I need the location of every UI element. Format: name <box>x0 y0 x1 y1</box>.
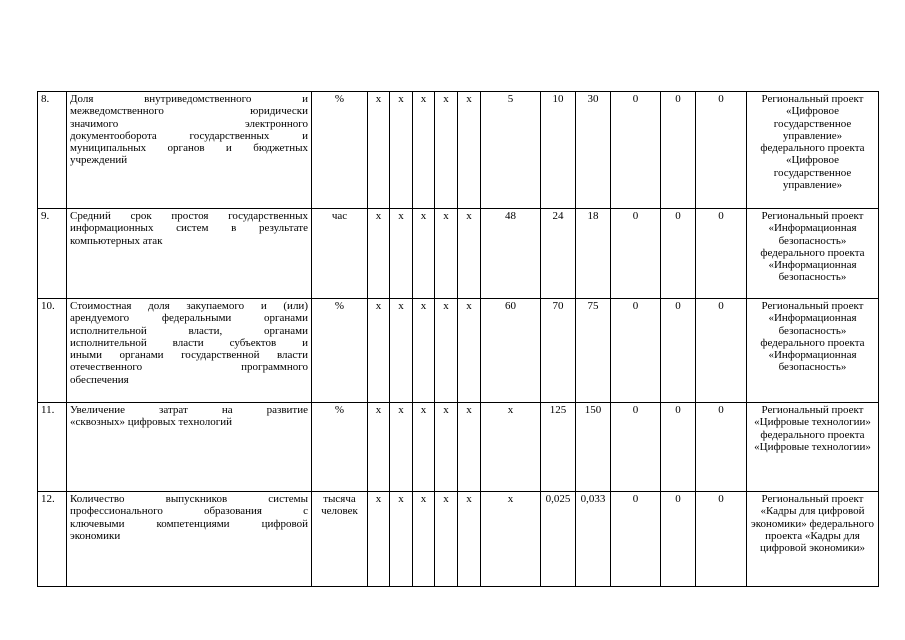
value-x-2: x <box>390 209 413 299</box>
value-1: 48 <box>481 209 541 299</box>
value-zero-2: 0 <box>661 299 696 403</box>
indicator-line: исполнительной власти субъектов и <box>70 336 308 349</box>
value-zero-1: 0 <box>611 299 661 403</box>
value-x-3: x <box>413 92 435 209</box>
indicator-line: Доля внутриведомственного и <box>70 93 308 105</box>
indicator-line: документооборота государственных и <box>70 129 308 142</box>
indicator-line: иными органами государственной власти <box>70 349 308 362</box>
value-zero-1: 0 <box>611 209 661 299</box>
indicator-name <box>67 492 312 587</box>
value-x-4: x <box>435 92 458 209</box>
value-x-4: x <box>435 492 458 587</box>
value-1: 5 <box>481 92 541 209</box>
indicator-line: Средний срок простоя государственных <box>70 210 308 222</box>
value-x-3: x <box>413 209 435 299</box>
table-row <box>38 299 879 403</box>
value-3: 0,033 <box>576 492 611 587</box>
value-zero-1: 0 <box>611 92 661 209</box>
indicator-line-last: обеспечения <box>70 373 129 386</box>
indicator-name <box>67 209 312 299</box>
project-name: Региональный проект «Информационная безопасность» федерального проекта «Информационная безопасность» <box>747 299 879 403</box>
value-2: 24 <box>541 209 576 299</box>
value-zero-1: 0 <box>611 403 661 492</box>
unit: час <box>312 209 368 299</box>
value-x-1: x <box>368 92 390 209</box>
value-1: x <box>481 403 541 492</box>
value-x-1: x <box>368 299 390 403</box>
value-1: 60 <box>481 299 541 403</box>
value-zero-2: 0 <box>661 403 696 492</box>
table-body <box>38 92 879 587</box>
project-name: Региональный проект «Цифровое государственное управление» федерального проекта «Цифровое государственное управление» <box>747 92 879 209</box>
indicator-line: информационных систем в результате <box>70 222 308 235</box>
value-x-3: x <box>413 403 435 492</box>
value-x-4: x <box>435 209 458 299</box>
indicator-line: отечественного программного <box>70 361 308 374</box>
value-3: 18 <box>576 209 611 299</box>
indicator-line: значимого электронного <box>70 117 308 130</box>
indicator-line: муниципальных органов и бюджетных <box>70 142 308 155</box>
indicator-line: Увеличение затрат на развитие <box>70 404 308 416</box>
unit: % <box>312 403 368 492</box>
unit: тысяча человек <box>312 492 368 587</box>
indicators-table <box>37 91 879 587</box>
indicator-line: ключевыми компетенциями цифровой <box>70 517 308 530</box>
indicator-name <box>67 92 312 209</box>
table-row <box>38 92 879 209</box>
value-x-4: x <box>435 299 458 403</box>
value-3: 30 <box>576 92 611 209</box>
value-x-1: x <box>368 209 390 299</box>
value-x-2: x <box>390 403 413 492</box>
value-zero-1: 0 <box>611 492 661 587</box>
table-row <box>38 403 879 492</box>
value-3: 75 <box>576 299 611 403</box>
indicator-name <box>67 403 312 492</box>
value-x-4: x <box>435 403 458 492</box>
project-name: Региональный проект «Цифровые технологии» федерального проекта «Цифровые технологии» <box>747 403 879 492</box>
row-number: 9. <box>38 209 67 299</box>
value-x-5: x <box>458 492 481 587</box>
indicator-line: арендуемого федеральными органами <box>70 312 308 325</box>
value-x-2: x <box>390 299 413 403</box>
value-3: 150 <box>576 403 611 492</box>
row-number: 10. <box>38 299 67 403</box>
unit: % <box>312 92 368 209</box>
value-2: 125 <box>541 403 576 492</box>
value-zero-3: 0 <box>696 492 747 587</box>
value-zero-2: 0 <box>661 492 696 587</box>
value-x-2: x <box>390 492 413 587</box>
value-zero-3: 0 <box>696 299 747 403</box>
value-zero-2: 0 <box>661 92 696 209</box>
indicator-line: межведомственного юридически <box>70 105 308 118</box>
value-2: 10 <box>541 92 576 209</box>
value-x-1: x <box>368 492 390 587</box>
indicator-line-last: компьютерных атак <box>70 234 163 247</box>
value-x-3: x <box>413 492 435 587</box>
row-number: 12. <box>38 492 67 587</box>
value-2: 70 <box>541 299 576 403</box>
project-name: Региональный проект «Информационная безопасность» федерального проекта «Информационная безопасность» <box>747 209 879 299</box>
indicator-line-last: экономики <box>70 529 121 542</box>
value-zero-3: 0 <box>696 403 747 492</box>
row-number: 11. <box>38 403 67 492</box>
value-1: x <box>481 492 541 587</box>
value-x-1: x <box>368 403 390 492</box>
value-x-5: x <box>458 403 481 492</box>
indicator-line: Стоимостная доля закупаемого и (или) <box>70 300 308 312</box>
value-x-2: x <box>390 92 413 209</box>
indicator-line: Количество выпускников системы <box>70 493 308 505</box>
row-number: 8. <box>38 92 67 209</box>
value-zero-2: 0 <box>661 209 696 299</box>
indicator-name <box>67 299 312 403</box>
table-row <box>38 209 879 299</box>
indicator-line: профессионального образования с <box>70 505 308 518</box>
unit: % <box>312 299 368 403</box>
indicator-line-last: учреждений <box>70 154 128 167</box>
project-name: Региональный проект «Кадры для цифровой экономики» федерального проекта «Кадры для цифровой экономики» <box>747 492 879 587</box>
table-row <box>38 492 879 587</box>
value-zero-3: 0 <box>696 92 747 209</box>
value-x-5: x <box>458 299 481 403</box>
value-zero-3: 0 <box>696 209 747 299</box>
indicator-line-last: «сквозных» цифровых технологий <box>70 416 233 429</box>
value-x-5: x <box>458 209 481 299</box>
value-x-5: x <box>458 92 481 209</box>
value-2: 0,025 <box>541 492 576 587</box>
value-x-3: x <box>413 299 435 403</box>
indicator-line: исполнительной власти, органами <box>70 324 308 337</box>
